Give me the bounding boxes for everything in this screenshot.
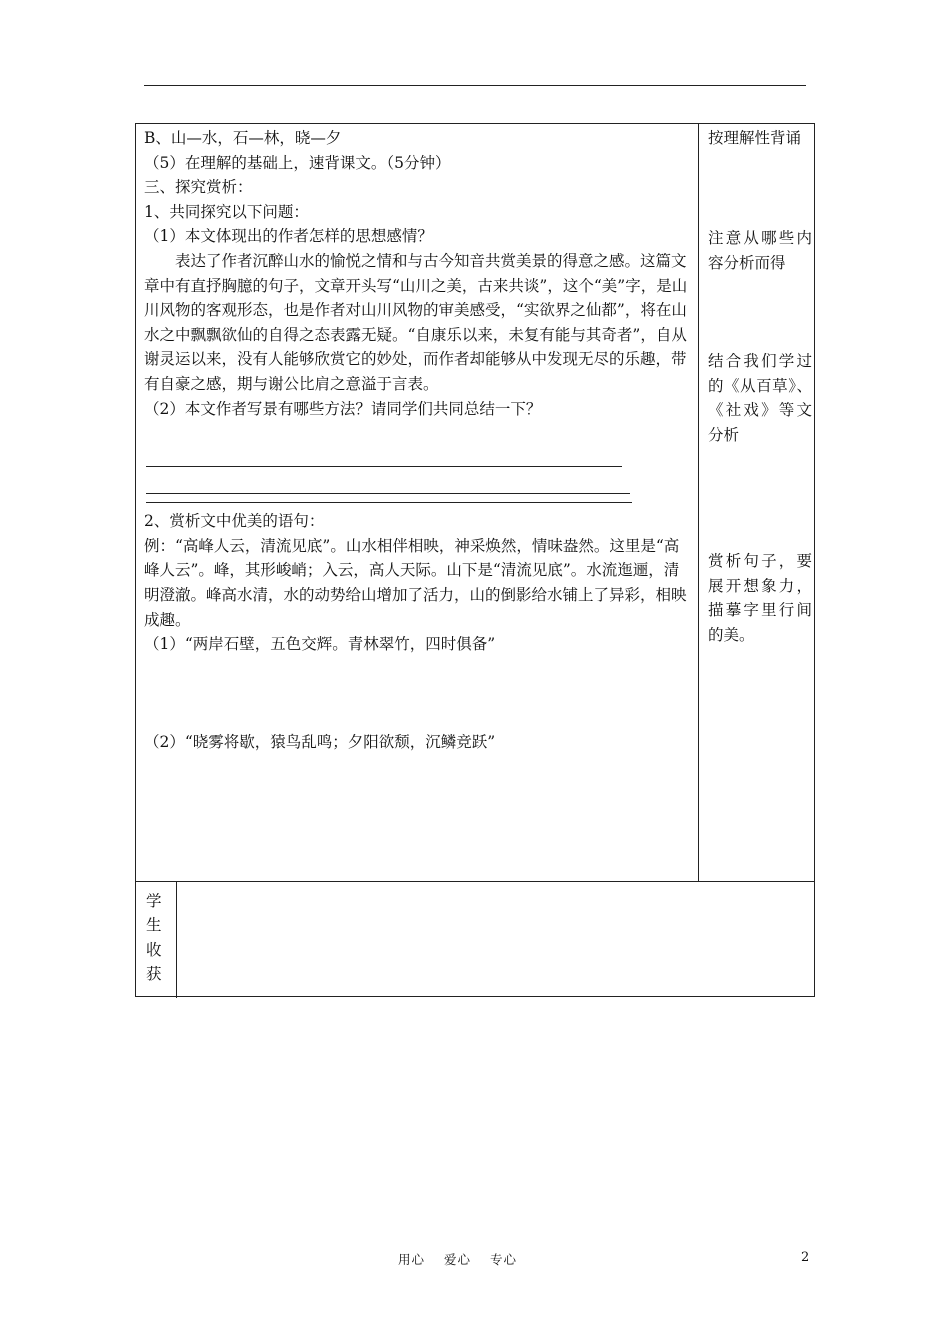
lesson-table [135, 123, 815, 997]
column-divider [698, 124, 699, 881]
main-content [144, 126, 692, 754]
question-1: （1）本文体现出的作者怎样的思想感情？ [144, 227, 433, 246]
answer-1: 表达了作者沉醉山水的愉悦之情和与古今知音共赏美景的得意之感。这篇文章中有直抒胸臆的句子，文章开头写“山川之美，古来共谈”，这个“美”字，是山川风物的客观形态，也是作者对山川风物的审美感受，“实欲界之仙都”，将在山水之中飘飘欲仙的自得之态表露无疑。“自康乐以来，未复有能与其奇者”，自从谢灵运以来，没有人能够欣赏它的妙处，而作者却能够从中发现无尽的乐趣，带有自豪之感，期与谢公比肩之意溢于言表。 [144, 251, 688, 393]
side-note-3: 结合我们学过的《从百草》、《社戏》等文分析 [708, 352, 812, 444]
question-2: （2）本文作者写景有哪些方法？请同学们共同总结一下？ [144, 399, 542, 418]
sentence-2: （2）“晓雾将歇，猿鸟乱鸣；夕阳欲颓，沉鳞竞跃” [144, 732, 496, 751]
example-analysis: 例：“高峰人云，清流见底”。山水相伴相映，神采焕然，情味盎然。这里是“高峰人云”。峰，其形峻峭；入云，高人天际。山下是“清流见底”。水流迤逦，清明澄澈。峰高水清，水的动势给山增加了活力，山的倒影给水铺上了异彩，相映成趣。 [144, 536, 687, 629]
page-number: 2 [801, 1250, 810, 1265]
student-harvest-label: 学 生 收 获 [146, 892, 162, 984]
answer-blank-line [146, 466, 622, 467]
recite-step: （5）在理解的基础上，速背课文。（5分钟） [144, 153, 451, 172]
side-note-2: 注意从哪些内容分析而得 [708, 229, 812, 272]
section-heading: 三、探究赏析： [144, 178, 253, 197]
subsection-heading: 1、共同探究以下问题： [144, 202, 309, 221]
sentence-1: （1）“两岸石壁，五色交辉。青林翠竹，四时俱备” [144, 635, 496, 654]
row-divider [136, 881, 814, 882]
subsection-heading-2: 2、赏析文中优美的语句： [144, 512, 325, 531]
footer-motto: 用心 爱心 专心 [398, 1252, 518, 1267]
answer-blank-line [146, 502, 632, 503]
answer-line-b: B、山—水，石—林，晓—夕 [144, 129, 342, 147]
label-divider [176, 881, 177, 998]
header-rule [144, 85, 806, 86]
side-note-1: 按理解性背诵 [708, 129, 802, 147]
answer-blank-line [146, 493, 630, 494]
side-note-4: 赏析句子，要展开想象力，描摹字里行间的美。 [708, 552, 812, 644]
